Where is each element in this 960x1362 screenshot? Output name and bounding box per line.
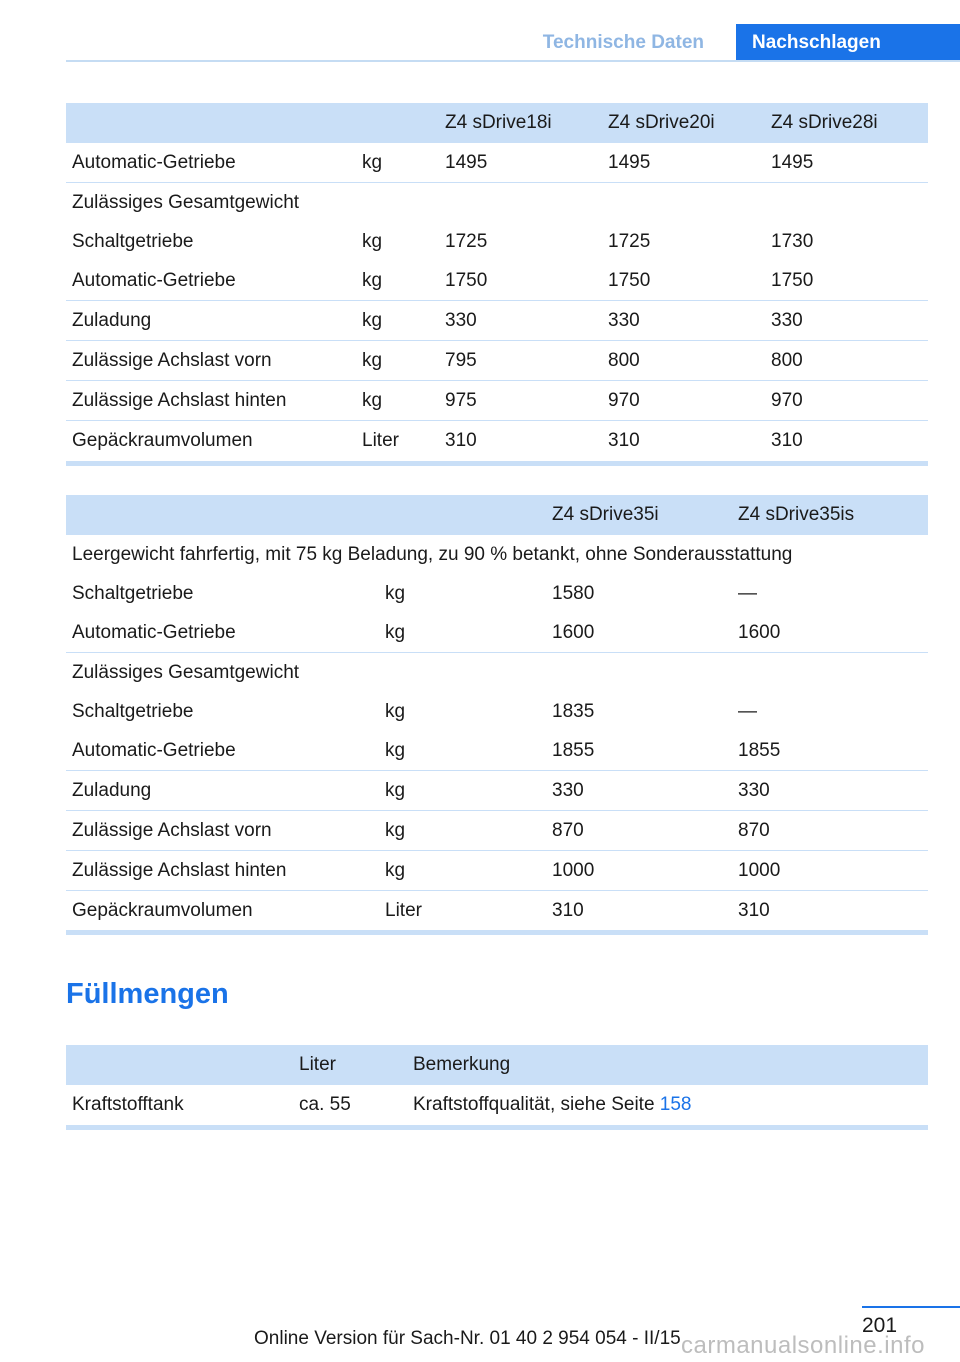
footer-divider	[862, 1306, 960, 1308]
table-row	[66, 301, 928, 341]
table-header-cell: Z4 sDrive35i	[546, 495, 732, 535]
table-cell: Gepäckraumvolumen	[72, 899, 253, 921]
table-cell: 1750	[439, 261, 602, 301]
table-cell: 1730	[771, 230, 814, 252]
table-cell: 1750	[765, 261, 928, 301]
table-cell: Liter	[385, 899, 422, 921]
table-cell: 330	[439, 301, 602, 341]
table-cell: 970	[602, 381, 765, 421]
table-cell: 800	[765, 341, 928, 381]
table-cell: 310	[552, 899, 584, 921]
table-row	[66, 613, 928, 653]
table-row	[66, 891, 928, 931]
table-row	[66, 1085, 928, 1124]
table-row	[66, 771, 928, 811]
table-bottom-rule	[66, 1125, 928, 1130]
table-cell: Automatic-Getriebe	[66, 261, 356, 301]
table-cell: 870	[732, 811, 928, 851]
table-row	[66, 183, 928, 223]
table-row	[66, 574, 928, 613]
table-cell: Zulässige Achslast vorn	[66, 341, 356, 381]
table-cell: 800	[602, 341, 765, 381]
table-cell: Zulässige Achslast hinten	[66, 381, 356, 421]
table-cell: —	[738, 700, 757, 722]
table-cell: Liter	[362, 429, 399, 451]
table-cell: 1855	[546, 731, 732, 771]
table-cell: ca. 55	[299, 1093, 351, 1115]
table-cell: 1725	[608, 230, 651, 252]
tab-technische-daten[interactable]: Technische Daten	[542, 32, 704, 53]
table-cell: kg	[379, 771, 546, 811]
table-row	[66, 692, 928, 731]
table-cell: Schaltgetriebe	[72, 700, 194, 722]
table-header-cell: Bemerkung	[407, 1045, 928, 1085]
table-cell: kg	[379, 731, 546, 771]
weights-table-35i-35is	[66, 495, 928, 930]
remark-text: Kraftstoffqualität, siehe Seite	[413, 1093, 660, 1115]
table-cell: Zulässige Achslast hinten	[66, 851, 379, 891]
table-cell: 1600	[546, 613, 732, 653]
table-header-cell: Z4 sDrive35is	[732, 495, 928, 535]
capacities-table	[66, 1045, 928, 1124]
table-cell	[407, 1085, 928, 1124]
table-header-cell	[66, 103, 356, 143]
table-cell: —	[738, 582, 757, 604]
table-header-row	[66, 103, 928, 143]
table-cell: 1725	[445, 230, 488, 252]
table-cell: kg	[356, 381, 439, 421]
table-row	[66, 811, 928, 851]
table-header-cell	[66, 495, 379, 535]
table-cell: 1835	[552, 700, 595, 722]
table-header-row	[66, 495, 928, 535]
table-cell: kg	[379, 851, 546, 891]
table-cell: 795	[439, 341, 602, 381]
table-cell: 970	[765, 381, 928, 421]
page-header	[0, 0, 960, 62]
table-cell: 1580	[552, 582, 595, 604]
table-cell: 1855	[732, 731, 928, 771]
table-cell: 330	[546, 771, 732, 811]
watermark: carmanualsonline.info	[681, 1332, 925, 1359]
table-row	[66, 421, 928, 461]
table-cell: Zulässiges Gesamtgewicht	[72, 661, 300, 683]
table-cell: 975	[439, 381, 602, 421]
table-header-cell	[356, 103, 439, 143]
table-cell: 1000	[546, 851, 732, 891]
table-row	[66, 731, 928, 771]
table-row	[66, 653, 928, 693]
table-cell: 310	[771, 429, 803, 451]
table-row	[66, 143, 928, 183]
table-cell: Automatic-Getriebe	[66, 731, 379, 771]
table-cell: 1495	[765, 143, 928, 183]
table-cell: 310	[738, 899, 770, 921]
table-cell: kg	[379, 811, 546, 851]
table-header-cell: Z4 sDrive28i	[765, 103, 928, 143]
table-cell: 870	[546, 811, 732, 851]
table-cell: kg	[356, 341, 439, 381]
table-row	[66, 341, 928, 381]
weights-table-18i-28i	[66, 103, 928, 460]
table-header-cell: Z4 sDrive18i	[439, 103, 602, 143]
table-cell: 1000	[732, 851, 928, 891]
footer-text: Online Version für Sach-Nr. 01 40 2 954 054 - II/15	[254, 1328, 681, 1349]
table-cell: Schaltgetriebe	[72, 582, 194, 604]
table-cell: kg	[379, 613, 546, 653]
table-header-cell	[66, 1045, 293, 1085]
table-cell: Leergewicht fahrfertig, mit 75 kg Beladung, zu 90 % betankt, ohne Sonderausstattung	[72, 543, 793, 565]
table-cell: 1495	[439, 143, 602, 183]
table-bottom-rule	[66, 461, 928, 466]
table-cell: Zuladung	[66, 771, 379, 811]
table-cell: 330	[765, 301, 928, 341]
table-cell: kg	[362, 230, 383, 252]
table-row	[66, 381, 928, 421]
table-cell: kg	[356, 301, 439, 341]
section-title: Füllmengen	[66, 978, 229, 1010]
header-divider	[66, 60, 960, 62]
table-row	[66, 535, 928, 574]
table-header-cell	[379, 495, 546, 535]
table-cell: Zuladung	[66, 301, 356, 341]
table-cell: kg	[356, 143, 439, 183]
table-cell: 330	[732, 771, 928, 811]
table-header-row	[66, 1045, 928, 1085]
table-header-cell: Liter	[293, 1045, 407, 1085]
table-cell: Automatic-Getriebe	[66, 143, 356, 183]
table-cell: Zulässige Achslast vorn	[66, 811, 379, 851]
tab-nachschlagen[interactable]: Nachschlagen	[736, 24, 960, 62]
table-cell: 1600	[732, 613, 928, 653]
table-cell: Kraftstofftank	[72, 1093, 184, 1115]
table-row	[66, 261, 928, 301]
table-header-cell: Z4 sDrive20i	[602, 103, 765, 143]
table-cell: kg	[385, 582, 406, 604]
table-cell: Automatic-Getriebe	[66, 613, 379, 653]
table-bottom-rule	[66, 930, 928, 935]
table-cell: Gepäckraumvolumen	[72, 429, 253, 451]
table-cell: kg	[356, 261, 439, 301]
page-number: 201	[862, 1314, 898, 1337]
table-cell: 1495	[602, 143, 765, 183]
table-row	[66, 851, 928, 891]
table-cell: 310	[445, 429, 477, 451]
table-cell: kg	[385, 700, 406, 722]
table-cell: Zulässiges Gesamtgewicht	[72, 191, 300, 213]
table-row	[66, 222, 928, 261]
table-cell: 310	[608, 429, 640, 451]
table-cell: Schaltgetriebe	[72, 230, 194, 252]
table-cell: 330	[602, 301, 765, 341]
page-link[interactable]: 158	[659, 1093, 692, 1115]
table-cell: 1750	[602, 261, 765, 301]
